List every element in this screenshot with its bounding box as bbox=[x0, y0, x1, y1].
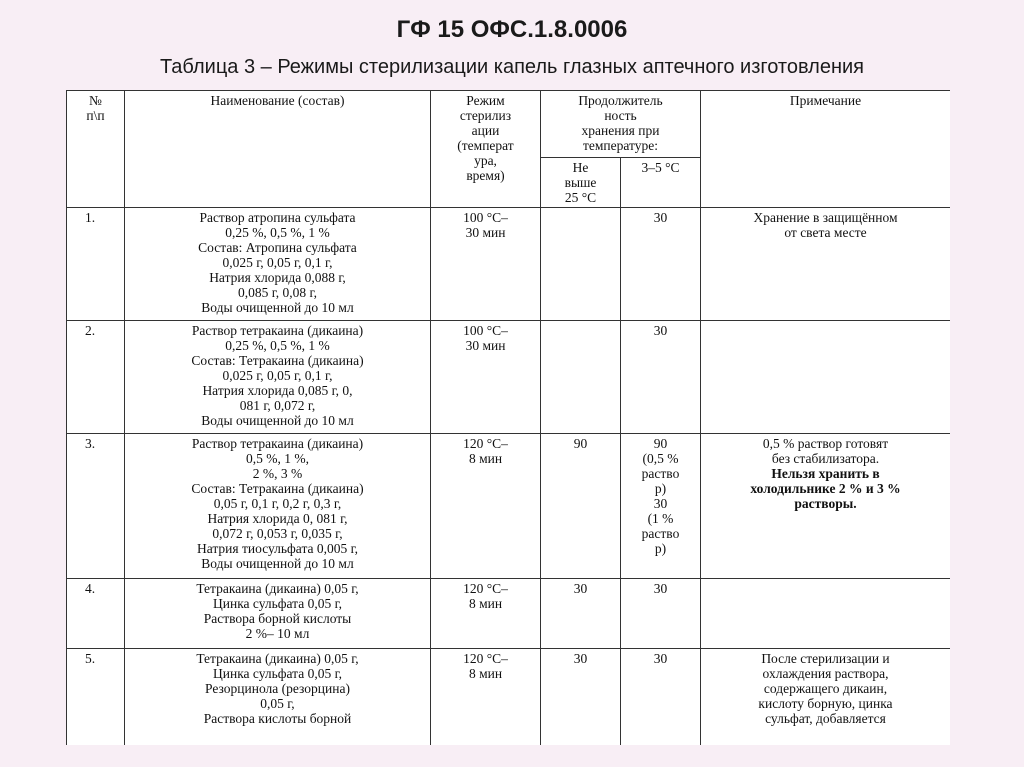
row-number: 2. bbox=[67, 321, 125, 434]
header-temp-3-5: 3–5 °С bbox=[621, 158, 701, 208]
row-number: 5. bbox=[67, 649, 125, 746]
row-temp-25 bbox=[541, 208, 621, 321]
row-mode: 100 °С– 30 мин bbox=[431, 321, 541, 434]
row-number: 4. bbox=[67, 579, 125, 649]
header-note: Примечание bbox=[701, 91, 951, 208]
row-temp-25: 90 bbox=[541, 434, 621, 579]
row-note: Хранение в защищённом от света месте bbox=[701, 208, 951, 321]
row-name: Тетракаина (дикаина) 0,05 г, Цинка сульфата 0,05 г, Резорцинола (резорцина) 0,05 г, Раствора кислоты борной bbox=[125, 649, 431, 746]
row-mode: 120 °С– 8 мин bbox=[431, 649, 541, 746]
row-name: Раствор тетракаина (дикаина) 0,25 %, 0,5 %, 1 % Состав: Тетракаина (дикаина) 0,025 г, 0,05 г, 0,1 г, Натрия хлорида 0,085 г, 0, 081 г, 0,072 г, Воды очищенной до 10 мл bbox=[125, 321, 431, 434]
header-duration: Продолжитель ность хранения при температуре: bbox=[541, 91, 701, 158]
row-mode: 100 °С– 30 мин bbox=[431, 208, 541, 321]
table-row bbox=[67, 208, 951, 321]
row-name: Раствор тетракаина (дикаина) 0,5 %, 1 %, 2 %, 3 % Состав: Тетракаина (дикаина) 0,05 г, 0,1 г, 0,2 г, 0,3 г, Натрия хлорида 0, 081 г, 0,072 г, 0,053 г, 0,035 г, Натрия тиосульфата 0,005 г, Воды очищенной до 10 мл bbox=[125, 434, 431, 579]
row-temp-3-5: 30 bbox=[621, 321, 701, 434]
table-row bbox=[67, 321, 951, 434]
header-temp-25: Не выше 25 °С bbox=[541, 158, 621, 208]
table-sheet bbox=[66, 90, 950, 745]
row-name: Раствор атропина сульфата 0,25 %, 0,5 %, 1 % Состав: Атропина сульфата 0,025 г, 0,05 г, 0,1 г, Натрия хлорида 0,088 г, 0,085 г, 0,08 г, Воды очищенной до 10 мл bbox=[125, 208, 431, 321]
row-temp-3-5: 30 bbox=[621, 649, 701, 746]
row-mode: 120 °С– 8 мин bbox=[431, 434, 541, 579]
header-name: Наименование (состав) bbox=[125, 91, 431, 208]
row-note-text: 0,5 % раствор готовят без стабилизатора. bbox=[762, 436, 889, 466]
row-temp-3-5: 90 (0,5 % раство р) 30 (1 % раство р) bbox=[621, 434, 701, 579]
row-note: После стерилизации и охлаждения раствора, содержащего дикаин, кислоту борную, цинка сульфат, добавляется bbox=[701, 649, 951, 746]
row-number: 1. bbox=[67, 208, 125, 321]
row-note-warning: Нельзя хранить в холодильнике 2 % и 3 % растворы. bbox=[750, 466, 901, 511]
row-number: 3. bbox=[67, 434, 125, 579]
table-row bbox=[67, 649, 951, 746]
table-row bbox=[67, 579, 951, 649]
sterilization-table bbox=[66, 90, 950, 745]
row-name: Тетракаина (дикаина) 0,05 г, Цинка сульфата 0,05 г, Раствора борной кислоты 2 %– 10 мл bbox=[125, 579, 431, 649]
row-temp-3-5: 30 bbox=[621, 579, 701, 649]
slide-title: ГФ 15 ОФС.1.8.0006 bbox=[396, 16, 628, 43]
table-caption: Таблица 3 – Режимы стерилизации капель глазных аптечного изготовления bbox=[159, 56, 864, 78]
header-mode: Режим стерилиз ации (температ ура, время) bbox=[431, 91, 541, 208]
row-temp-25: 30 bbox=[541, 579, 621, 649]
row-note bbox=[701, 434, 951, 579]
row-note bbox=[701, 321, 951, 434]
header-num: № п\п bbox=[67, 91, 125, 208]
row-temp-3-5: 30 bbox=[621, 208, 701, 321]
row-temp-25: 30 bbox=[541, 649, 621, 746]
table-row bbox=[67, 434, 951, 579]
table-header-row bbox=[67, 91, 951, 158]
row-note bbox=[701, 579, 951, 649]
row-mode: 120 °С– 8 мин bbox=[431, 579, 541, 649]
row-temp-25 bbox=[541, 321, 621, 434]
